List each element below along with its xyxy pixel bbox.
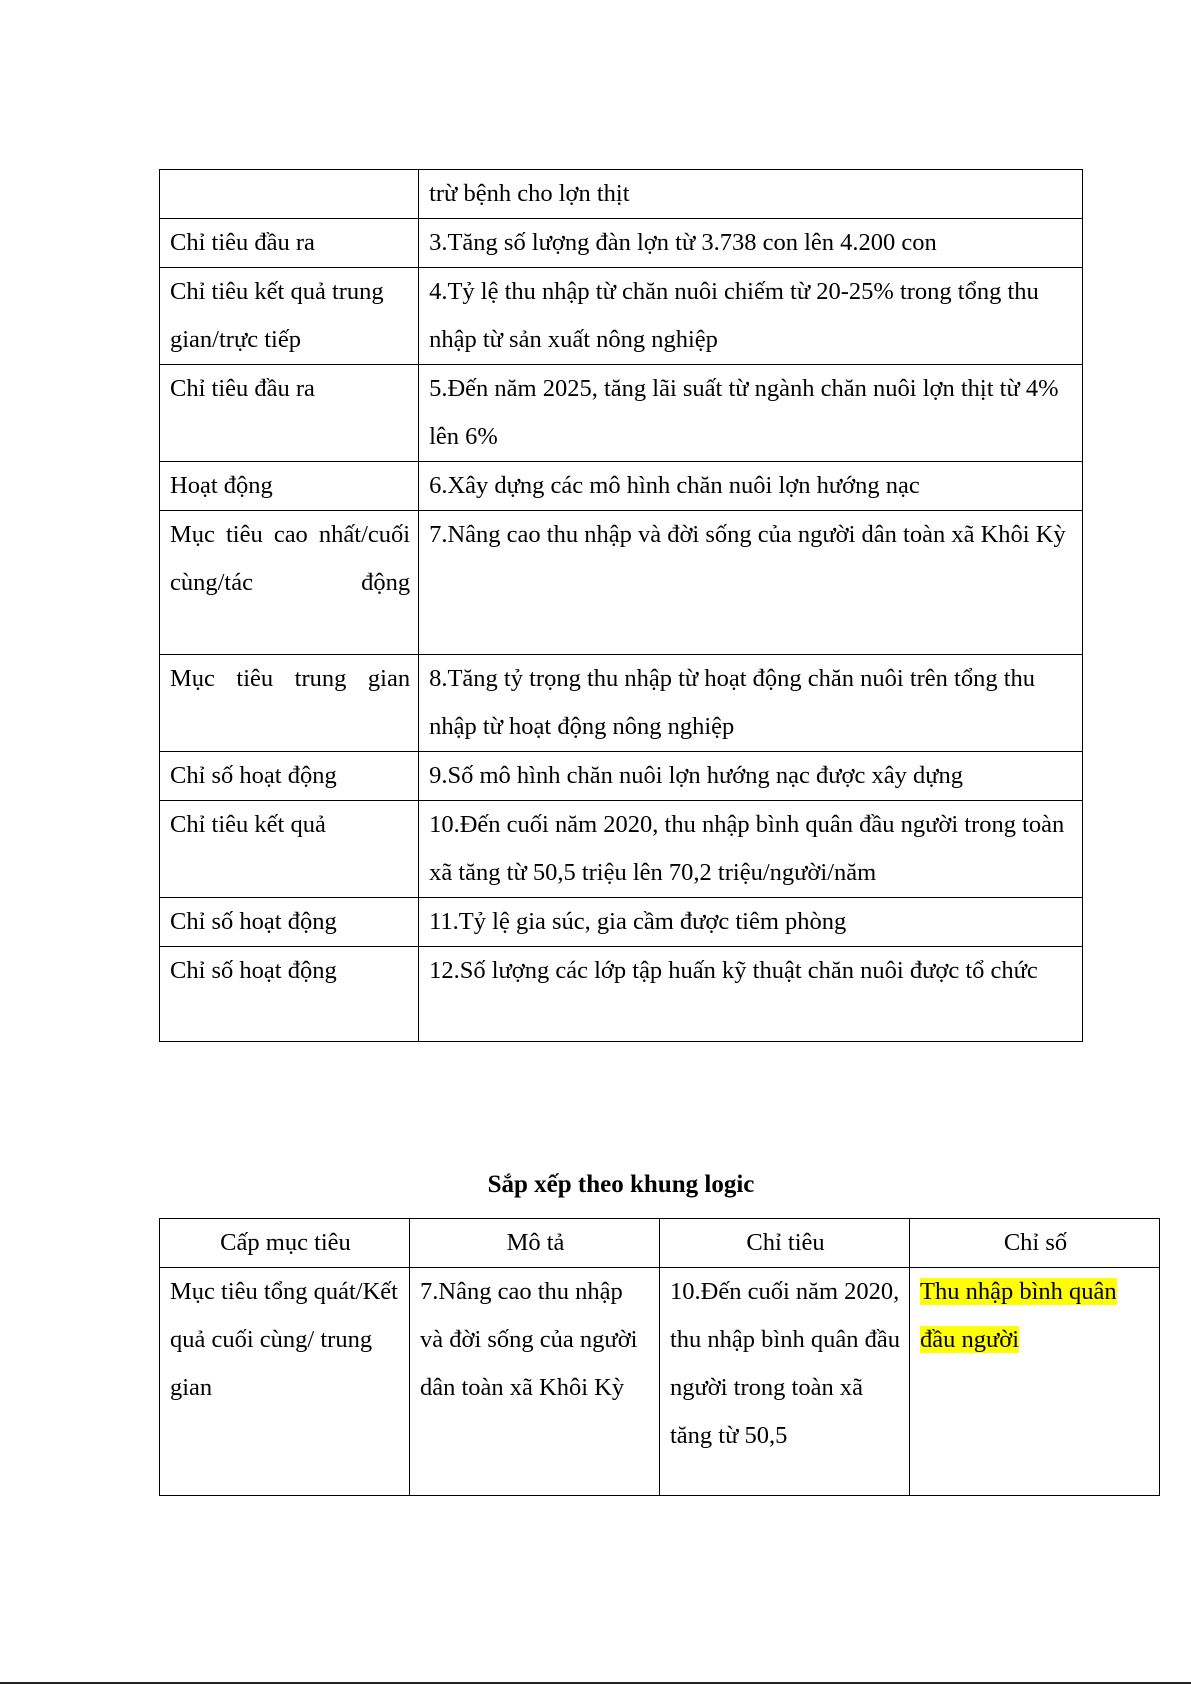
logic-items-table [159,169,1083,1042]
row-label [160,170,419,219]
row-text: 6.Xây dựng các mô hình chăn nuôi lợn hướng nạc [419,462,1083,511]
row-label: Chỉ tiêu kết quả [160,801,419,898]
header-description: Mô tả [410,1219,660,1268]
cell-description: 7.Nâng cao thu nhập và đời sống của người dân toàn xã Khôi Kỳ [410,1268,660,1496]
row-text: 9.Số mô hình chăn nuôi lợn hướng nạc được xây dựng [419,752,1083,801]
row-text: 11.Tỷ lệ gia súc, gia cầm được tiêm phòng [419,898,1083,947]
header-target: Chỉ tiêu [660,1219,910,1268]
table-row [160,752,1083,801]
table-row [160,1268,1160,1496]
row-text: trừ bệnh cho lợn thịt [419,170,1083,219]
table-row [160,898,1083,947]
row-label: Chỉ tiêu kết quả trung gian/trực tiếp [160,268,419,365]
row-label: Mục tiêu cao nhất/cuối cùng/tác động [160,511,419,655]
highlighted-indicator: Thu nhập bình quân đầu người [920,1278,1117,1353]
row-text: 4.Tỷ lệ thu nhập từ chăn nuôi chiếm từ 20-25% trong tổng thu nhập từ sản xuất nông nghiệp [419,268,1083,365]
page-bottom-rule [0,1682,1191,1684]
row-label: Chỉ tiêu đầu ra [160,365,419,462]
table-row [160,219,1083,268]
table-row [160,170,1083,219]
row-text: 5.Đến năm 2025, tăng lãi suất từ ngành chăn nuôi lợn thịt từ 4% lên 6% [419,365,1083,462]
row-label: Chỉ số hoạt động [160,752,419,801]
table-row [160,511,1083,655]
table-row [160,947,1083,1042]
logframe-table [159,1218,1160,1496]
header-level: Cấp mục tiêu [160,1219,410,1268]
table-row [160,462,1083,511]
row-label: Chỉ tiêu đầu ra [160,219,419,268]
table-row [160,655,1083,752]
row-label: Hoạt động [160,462,419,511]
row-text: 10.Đến cuối năm 2020, thu nhập bình quân đầu người trong toàn xã tăng từ 50,5 triệu lên 70,2 triệu/người/năm [419,801,1083,898]
row-label: Mục tiêu trung gian [160,655,419,752]
table-row [160,365,1083,462]
cell-target: 10.Đến cuối năm 2020, thu nhập bình quân đầu người trong toàn xã tăng từ 50,5 [660,1268,910,1496]
table-header-row [160,1219,1160,1268]
row-text: 3.Tăng số lượng đàn lợn từ 3.738 con lên 4.200 con [419,219,1083,268]
row-text: 8.Tăng tỷ trọng thu nhập từ hoạt động chăn nuôi trên tổng thu nhập từ hoạt động nông nghiệp [419,655,1083,752]
cell-indicator [910,1268,1160,1496]
table-row [160,268,1083,365]
row-label: Chỉ số hoạt động [160,898,419,947]
table-row [160,801,1083,898]
cell-level: Mục tiêu tổng quát/Kết quả cuối cùng/ trung gian [160,1268,410,1496]
header-indicator: Chỉ số [910,1219,1160,1268]
row-text: 7.Nâng cao thu nhập và đời sống của người dân toàn xã Khôi Kỳ [419,511,1083,655]
row-label: Chỉ số hoạt động [160,947,419,1042]
row-text: 12.Số lượng các lớp tập huấn kỹ thuật chăn nuôi được tổ chức [419,947,1083,1042]
section-caption: Sắp xếp theo khung logic [487,1171,755,1198]
